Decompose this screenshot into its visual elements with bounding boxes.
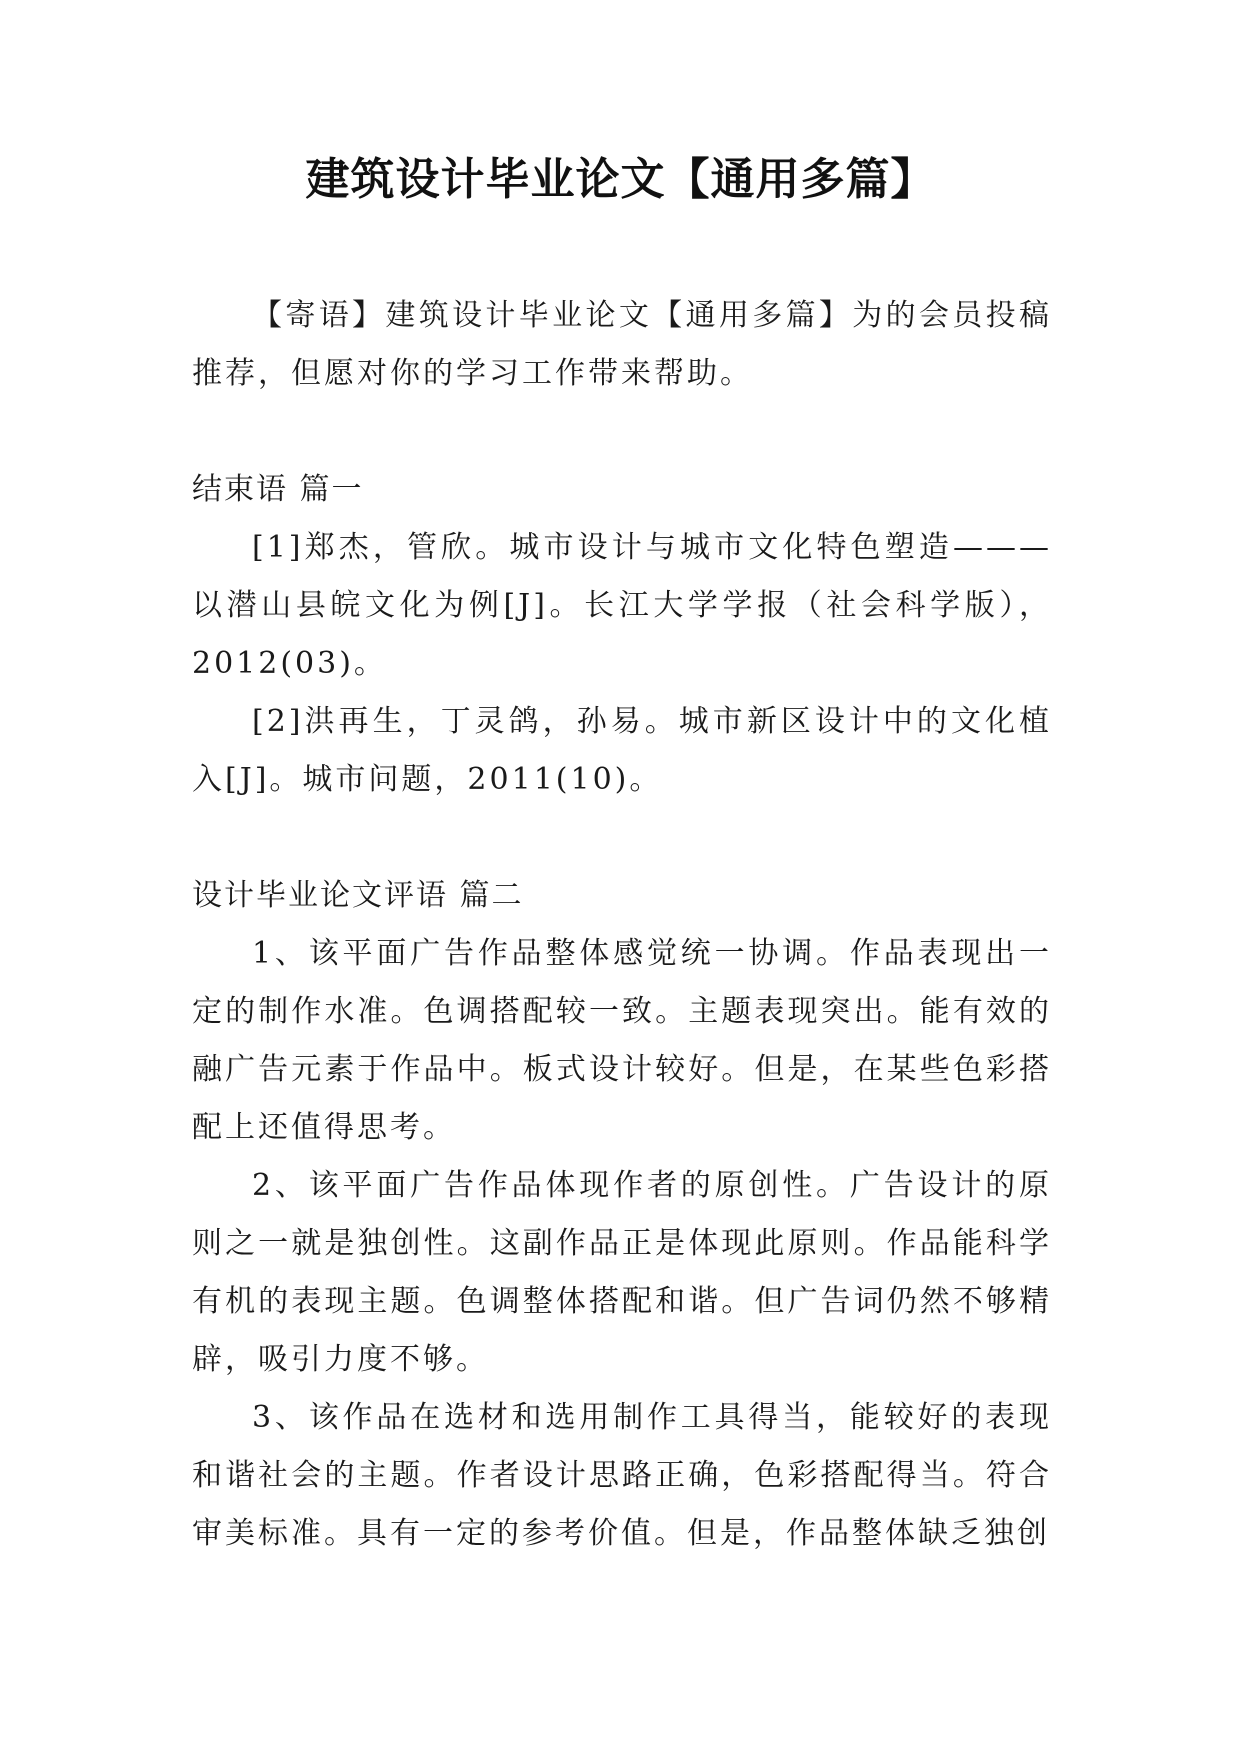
comment-paragraph-1: 1、该平面广告作品整体感觉统一协调。作品表现出一定的制作水准。色调搭配较一致。主题表现突出。能有效的融广告元素于作品中。板式设计较好。但是，在某些色彩搭配上还值得思考。 <box>192 936 1052 1145</box>
reference-1: [1]郑杰，管欣。城市设计与城市文化特色塑造———以潜山县皖文化为例[J]。长江大学学报（社会科学版），2012(03)。 <box>192 530 1052 681</box>
reference-2: [2]洪再生，丁灵鸽，孙易。城市新区设计中的文化植入[J]。城市问题，2011(10)。 <box>192 704 1052 797</box>
document-title: 建筑设计毕业论文【通用多篇】 <box>305 154 936 205</box>
comment-paragraph-2: 2、该平面广告作品体现作者的原创性。广告设计的原则之一就是独创性。这副作品正是体现此原则。作品能科学有机的表现主题。色调整体搭配和谐。但广告词仍然不够精辟，吸引力度不够。 <box>192 1168 1052 1377</box>
spacer <box>192 809 1052 867</box>
intro-paragraph: 【寄语】建筑设计毕业论文【通用多篇】为的会员投稿推荐，但愿对你的学习工作带来帮助。 <box>192 298 1052 391</box>
document-body <box>192 287 1052 1563</box>
section-heading-2: 设计毕业论文评语 篇二 <box>192 878 524 913</box>
spacer <box>192 403 1052 461</box>
section-heading-1: 结束语 篇一 <box>192 472 364 507</box>
comment-paragraph-3: 3、该作品在选材和选用制作工具得当，能较好的表现和谐社会的主题。作者设计思路正确，色彩搭配得当。符合审美标准。具有一定的参考价值。但是，作品整体缺乏独创 <box>192 1400 1052 1551</box>
